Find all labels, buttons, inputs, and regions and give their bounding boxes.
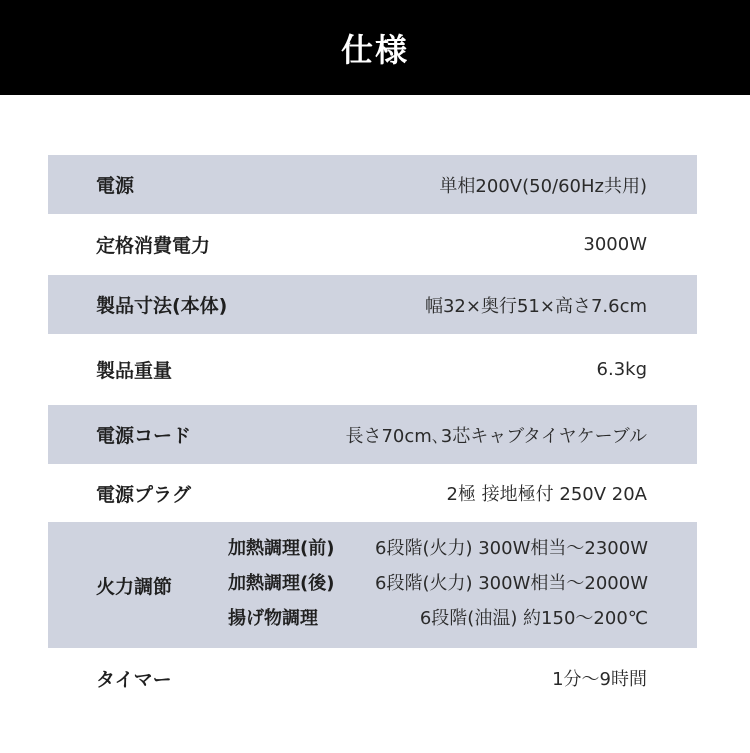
spec-value: 3000W bbox=[583, 234, 647, 255]
spec-row-power-cord bbox=[48, 405, 697, 464]
spec-row-weight bbox=[48, 334, 697, 405]
spec-value: 1分～9時間 bbox=[552, 669, 647, 690]
spec-sub-value: 6段階(火力) 300W相当～2000W bbox=[375, 573, 648, 594]
spec-label: タイマー bbox=[96, 668, 172, 691]
spec-row-power-plug bbox=[48, 464, 697, 522]
spec-row-rated-power bbox=[48, 214, 697, 275]
spec-value: 長さ70cm､3芯キャブタイヤケーブル bbox=[345, 425, 647, 447]
spec-label: 製品重量 bbox=[96, 360, 173, 382]
spec-sub-label: 加熱調理(前) bbox=[228, 538, 335, 559]
spec-value: 単相200V(50/60Hz共用) bbox=[439, 175, 647, 197]
page-header bbox=[0, 0, 750, 95]
spec-value: 2極 接地極付 250V 20A bbox=[446, 484, 647, 505]
spec-label: 電源プラグ bbox=[96, 483, 192, 506]
spec-sub-label: 揚げ物調理 bbox=[228, 608, 318, 629]
page-title: 仕様 bbox=[340, 30, 409, 69]
spec-table bbox=[48, 155, 697, 708]
spec-label: 定格消費電力 bbox=[96, 235, 211, 257]
spec-sub-value: 6段階(火力) 300W相当～2300W bbox=[375, 538, 648, 559]
spec-label: 火力調節 bbox=[96, 575, 173, 598]
spec-row-dimensions bbox=[48, 275, 697, 334]
spec-row-power bbox=[48, 155, 697, 214]
spec-label: 電源 bbox=[96, 175, 135, 197]
spec-label: 電源コード bbox=[96, 425, 192, 447]
spec-sub-row bbox=[228, 569, 648, 595]
spec-label: 製品寸法(本体) bbox=[96, 295, 228, 317]
spec-row-heat-control bbox=[48, 522, 697, 648]
spec-value: 6.3kg bbox=[596, 359, 647, 380]
spec-value: 幅32×奥行51×高さ7.6cm bbox=[424, 295, 647, 317]
spec-sub-value: 6段階(油温) 約150～200℃ bbox=[419, 608, 648, 629]
spec-sub-row bbox=[228, 534, 648, 560]
spec-sub-row bbox=[228, 604, 648, 630]
spec-sub-label: 加熱調理(後) bbox=[228, 573, 335, 594]
spec-row-timer bbox=[48, 648, 697, 708]
